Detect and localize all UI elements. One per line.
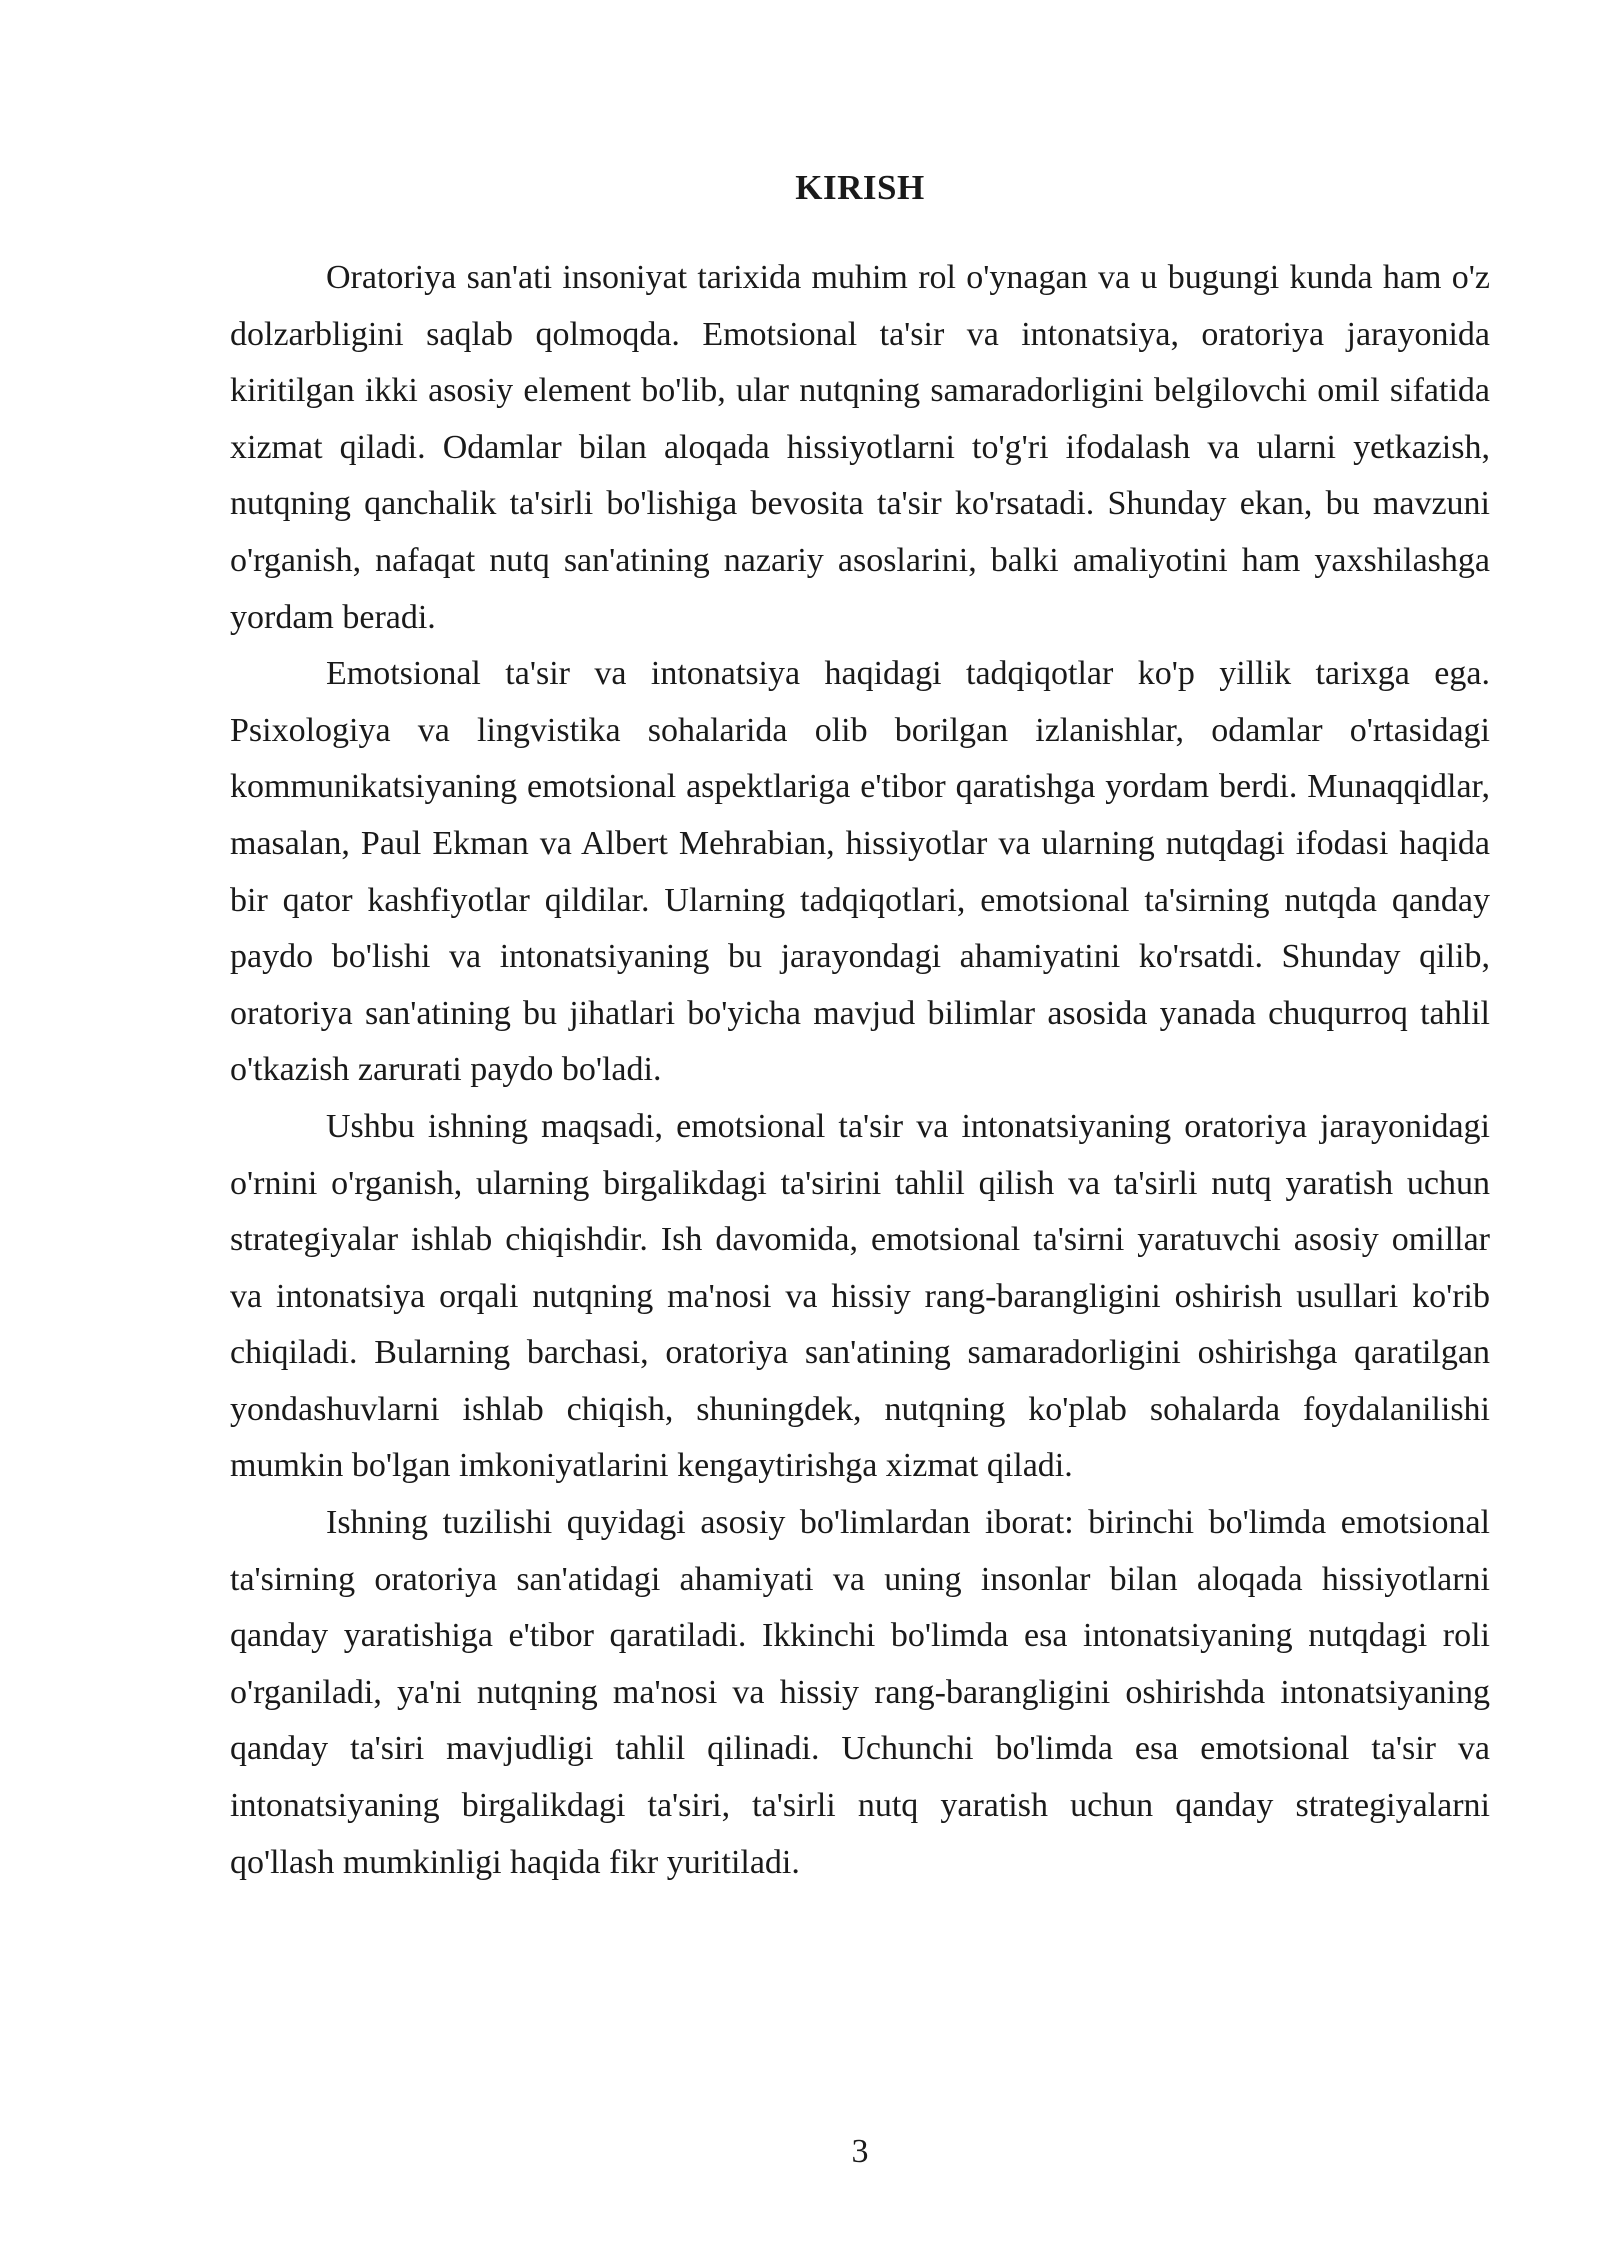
paragraph-1: Oratoriya san'ati insoniyat tarixida muhim rol o'ynagan va u bugungi kunda ham o'z dolzarbligini saqlab qolmoqda. Emotsional ta'sir va intonatsiya, oratoriya jarayonida kiritilgan ikki asosiy element bo'lib, ular nutqning samaradorligini belgilovchi omil sifatida xizmat qiladi. Odamlar bilan aloqada hissiyotlarni to'g'ri ifodalash va ularni yetkazish, nutqning qanchalik ta'sirli bo'lishiga bevosita ta'sir ko'rsatadi. Shunday ekan, bu mavzuni o'rganish, nafaqat nutq san'atining nazariy asoslarini, balki amaliyotini ham yaxshilashga yordam beradi. [230, 259, 1490, 636]
paragraph-4: Ishning tuzilishi quyidagi asosiy bo'limlardan iborat: birinchi bo'limda emotsional ta'sirning oratoriya san'atidagi ahamiyati va uning insonlar bilan aloqada hissiyotlarni qanday yaratishiga e'tibor qaratiladi. Ikkinchi bo'limda esa intonatsiyaning nutqdagi roli o'rganiladi, ya'ni nutqning ma'nosi va hissiy rang-barangligini oshirishda intonatsiyaning qanday ta'siri mavjudligi tahlil qilinadi. Uchunchi bo'limda esa emotsional ta'sir va intonatsiyaning birgalikdagi ta'siri, ta'sirli nutq yaratish uchun qanday strategiyalarni qo'llash mumkinligi haqida fikr yuritiladi. [230, 1504, 1490, 1881]
page-number: 3 [851, 2133, 869, 2170]
body-text [230, 250, 1490, 1891]
paragraph-2: Emotsional ta'sir va intonatsiya haqidagi tadqiqotlar ko'p yillik tarixga ega. Psixologiya va lingvistika sohalarida olib borilgan izlanishlar, odamlar o'rtasidagi kommunikatsiyaning emotsional aspektlariga e'tibor qaratishga yordam berdi. Munaqqidlar, masalan, Paul Ekman va Albert Mehrabian, hissiyotlar va ularning nutqdagi ifodasi haqida bir qator kashfiyotlar qildilar. Ularning tadqiqotlari, emotsional ta'sirning nutqda qanday paydo bo'lishi va intonatsiyaning bu jarayondagi ahamiyatini ko'rsatdi. Shunday qilib, oratoriya san'atining bu jihatlari bo'yicha mavjud bilimlar asosida yanada chuqurroq tahlil o'tkazish zarurati paydo bo'ladi. [230, 655, 1490, 1089]
paragraph-3: Ushbu ishning maqsadi, emotsional ta'sir va intonatsiyaning oratoriya jarayonidagi o'rnini o'rganish, ularning birgalikdagi ta'sirini tahlil qilish va ta'sirli nutq yaratish uchun strategiyalar ishlab chiqishdir. Ish davomida, emotsional ta'sirni yaratuvchi asosiy omillar va intonatsiya orqali nutqning ma'nosi va hissiy rang-barangligini oshirish usullari ko'rib chiqiladi. Bularning barchasi, oratoriya san'atining samaradorligini oshirishga qaratilgan yondashuvlarni ishlab chiqish, shuningdek, nutqning ko'plab sohalarda foydalanilishi mumkin bo'lgan imkoniyatlarini kengaytirishga xizmat qiladi. [230, 1107, 1490, 1485]
section-title: KIRISH [795, 168, 925, 207]
